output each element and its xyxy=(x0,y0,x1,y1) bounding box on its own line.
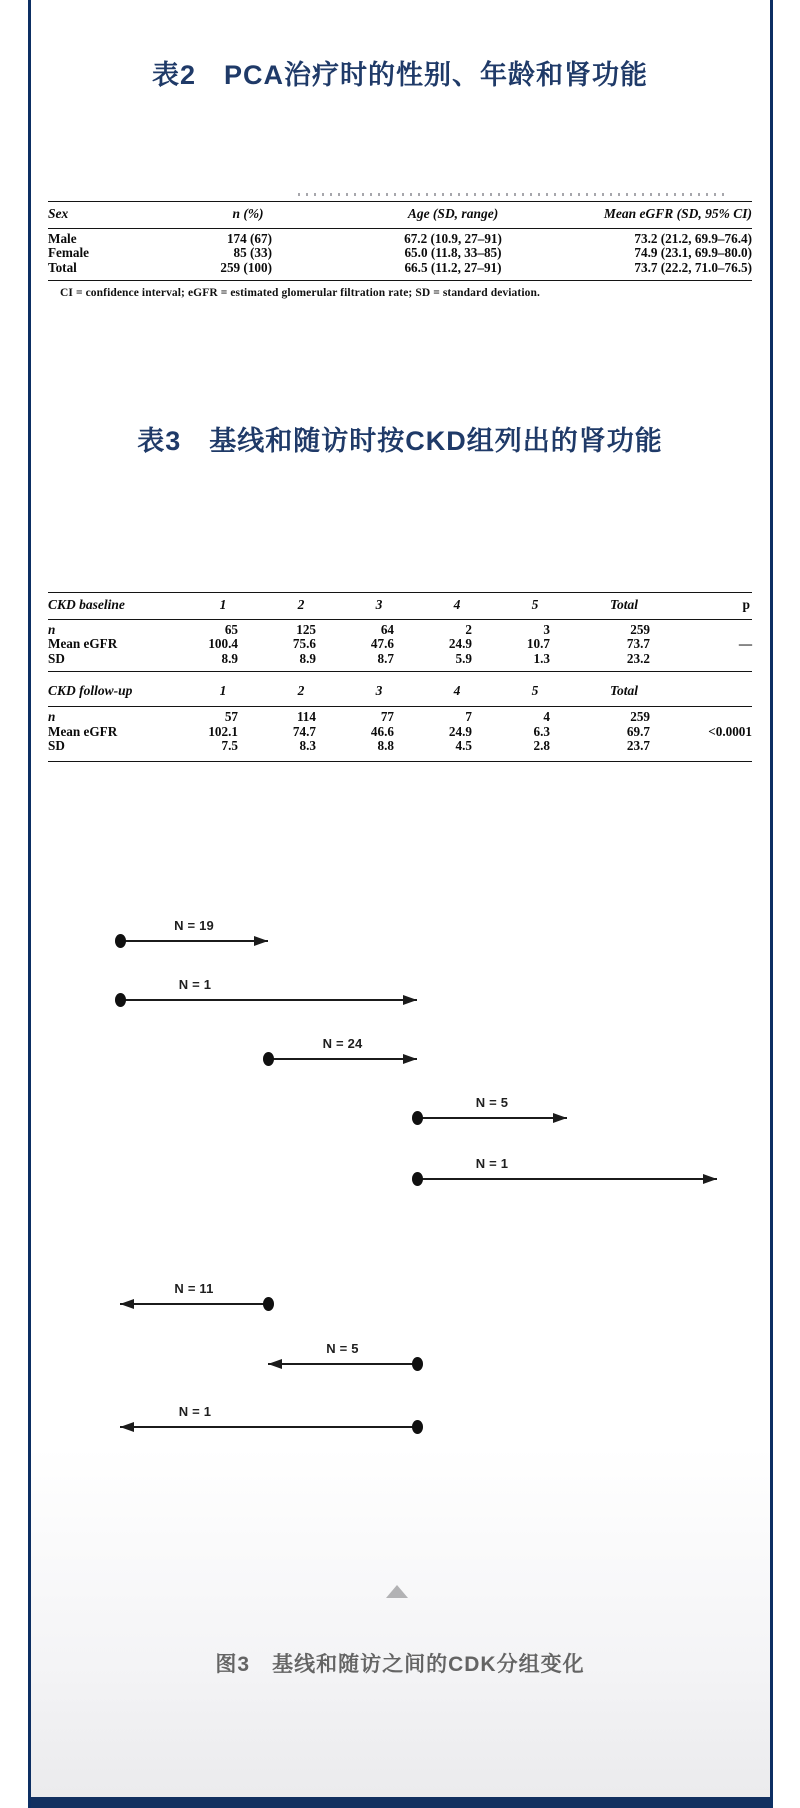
figure3-flow-diagram xyxy=(0,900,800,1460)
arrow-dot xyxy=(412,1357,423,1371)
table-cell: 1.3 xyxy=(533,650,550,666)
table-cell: 7 xyxy=(465,709,472,725)
table-row xyxy=(48,229,752,247)
table-cell: Mean eGFR xyxy=(48,723,118,739)
column-header: Age (SD, range) xyxy=(407,206,499,221)
table2-title: 表2 PCA治疗时的性别、年龄和肾功能 xyxy=(151,60,649,90)
table-cell: 73.7 xyxy=(626,636,650,652)
table-cell: 69.7 xyxy=(626,723,650,739)
arrow-line xyxy=(120,940,268,942)
table-cell: 259 (100) xyxy=(220,259,272,275)
table-cell: Total xyxy=(48,259,77,275)
table-cell xyxy=(674,620,752,638)
table-cell: Female xyxy=(48,245,90,261)
arrow-dot xyxy=(412,1172,423,1186)
arrow-line xyxy=(417,1117,567,1119)
table-row xyxy=(48,707,752,725)
table3-followup xyxy=(48,672,752,762)
column-header: 4 xyxy=(453,597,461,612)
table-cell: 24.9 xyxy=(448,636,472,652)
table-cell: 4.5 xyxy=(455,738,472,754)
table2-header xyxy=(48,202,752,229)
table-row xyxy=(48,261,752,281)
arrow-label: N = 5 xyxy=(475,1095,509,1110)
clipped-caption-remnant xyxy=(298,193,728,196)
table-cell: 24.9 xyxy=(448,723,472,739)
column-header: 5 xyxy=(531,683,539,699)
table-cell: 74.7 xyxy=(292,723,316,739)
table-cell: 8.9 xyxy=(221,650,238,666)
arrow-line xyxy=(417,1178,717,1180)
arrow-dot xyxy=(115,993,126,1007)
column-header: 3 xyxy=(375,597,383,612)
arrowhead-icon xyxy=(403,995,417,1005)
arrow-label: N = 11 xyxy=(174,1281,214,1296)
table-cell: 46.6 xyxy=(370,723,394,739)
arrowhead-icon xyxy=(120,1422,134,1432)
column-header: 1 xyxy=(219,683,227,699)
table3-baseline xyxy=(48,592,752,672)
table3-baseline-header xyxy=(48,593,752,620)
table-row xyxy=(48,652,752,672)
table-row xyxy=(48,620,752,638)
table-header-row xyxy=(48,672,752,707)
column-header: Total xyxy=(609,597,638,612)
table-cell: 3 xyxy=(543,622,550,637)
table-cell: 10.7 xyxy=(526,636,550,652)
column-header: 2 xyxy=(297,683,305,699)
table-row xyxy=(48,739,752,762)
table-row xyxy=(48,637,752,651)
table3-baseline-body xyxy=(48,620,752,672)
table-cell: Mean eGFR xyxy=(48,636,118,652)
table-cell: <0.0001 xyxy=(708,723,752,739)
table-cell: 75.6 xyxy=(292,636,316,652)
column-header: CKD follow-up xyxy=(48,683,133,699)
table-cell: 174 (67) xyxy=(226,231,272,246)
table-cell: n xyxy=(48,709,56,725)
table-cell: 77 xyxy=(380,709,394,725)
arrow-line xyxy=(268,1058,417,1060)
arrow-label: N = 5 xyxy=(326,1341,359,1356)
table-cell: 114 xyxy=(296,709,316,725)
table-cell: 66.5 (11.2, 27–91) xyxy=(404,259,502,275)
table-cell: 2 xyxy=(465,622,472,637)
column-header: Total xyxy=(609,683,638,699)
table-cell: 23.7 xyxy=(626,738,650,754)
arrow-label: N = 24 xyxy=(322,1036,363,1051)
table-cell: 102.1 xyxy=(208,723,238,739)
table-cell: 7.5 xyxy=(221,738,238,754)
footer-bar xyxy=(31,1797,770,1808)
arrowhead-icon xyxy=(120,1299,134,1309)
arrow-line xyxy=(120,1426,417,1428)
table-cell: 57 xyxy=(224,709,238,725)
figure3-caption: 图3 基线和随访之间的CDK分组变化 xyxy=(215,1653,585,1676)
scroll-to-top-icon[interactable] xyxy=(386,1585,408,1598)
arrow-line xyxy=(268,1363,417,1365)
column-header: Mean eGFR (SD, 95% CI) xyxy=(603,206,752,221)
table2-block xyxy=(48,193,752,299)
table-cell: 125 xyxy=(296,622,316,637)
table-cell xyxy=(674,652,752,672)
arrow-dot xyxy=(263,1297,274,1311)
table-cell xyxy=(674,739,752,762)
table-cell: 73.7 (22.2, 71.0–76.5) xyxy=(634,259,752,275)
table-cell: — xyxy=(738,636,752,652)
table-cell: 74.9 (23.1, 69.9–80.0) xyxy=(634,245,752,261)
table-cell: 259 xyxy=(630,622,650,637)
column-header: 2 xyxy=(297,597,305,612)
arrow-label: N = 1 xyxy=(178,977,212,992)
table-row xyxy=(48,725,752,739)
column-header: 5 xyxy=(531,597,539,612)
table2-footnote: CI = confidence interval; eGFR = estimated glomerular filtration rate; SD = standard deviation. xyxy=(60,287,540,300)
table-cell xyxy=(674,707,752,725)
table-header-row xyxy=(48,593,752,620)
table-cell: 6.3 xyxy=(533,723,550,739)
table-cell: 100.4 xyxy=(208,636,238,652)
arrowhead-icon xyxy=(703,1174,717,1184)
arrowhead-icon xyxy=(403,1054,417,1064)
arrow-dot xyxy=(263,1052,274,1066)
table-cell: 85 (33) xyxy=(233,245,272,261)
table3-block xyxy=(48,592,752,762)
table-cell: 47.6 xyxy=(370,636,394,652)
column-header: CKD baseline xyxy=(48,597,125,612)
table-cell: 23.2 xyxy=(626,650,650,666)
table-cell: SD xyxy=(48,738,65,754)
arrowhead-icon xyxy=(254,936,268,946)
arrow-dot xyxy=(412,1420,423,1434)
arrow-line xyxy=(120,999,417,1001)
table3-title: 表3 基线和随访时按CKD组列出的肾功能 xyxy=(137,426,663,456)
table-cell: 259 xyxy=(630,709,650,725)
table-cell: 4 xyxy=(543,709,550,725)
column-header: 3 xyxy=(375,683,383,699)
arrowhead-icon xyxy=(268,1359,282,1369)
column-header: p xyxy=(742,597,750,612)
column-header: Sex xyxy=(48,206,69,221)
arrow-label: N = 1 xyxy=(178,1404,212,1419)
table-cell: SD xyxy=(48,650,65,666)
table-cell: 65.0 (11.8, 33–85) xyxy=(404,245,502,261)
table-cell: Male xyxy=(48,231,77,246)
table-cell: 73.2 (21.2, 69.9–76.4) xyxy=(634,231,752,246)
arrow-dot xyxy=(412,1111,423,1125)
table-cell: 64 xyxy=(380,622,394,637)
column-header: 4 xyxy=(453,683,461,699)
table-cell: 65 xyxy=(224,622,238,637)
table3-followup-header xyxy=(48,672,752,707)
table-cell: 5.9 xyxy=(455,650,472,666)
table2 xyxy=(48,201,752,281)
table3-followup-body xyxy=(48,707,752,762)
arrowhead-icon xyxy=(553,1113,567,1123)
column-header: 1 xyxy=(219,597,227,612)
table-cell: 8.3 xyxy=(299,738,316,754)
table-header-row xyxy=(48,202,752,229)
arrow-line xyxy=(120,1303,268,1305)
table-cell: 67.2 (10.9, 27–91) xyxy=(404,231,502,246)
table-cell: n xyxy=(48,622,56,637)
column-header: n (%) xyxy=(232,206,264,221)
arrow-label: N = 1 xyxy=(475,1156,509,1171)
table-cell: 8.7 xyxy=(377,650,394,666)
column-header xyxy=(674,672,752,707)
table2-body xyxy=(48,229,752,281)
table-cell: 8.9 xyxy=(299,650,316,666)
table-row xyxy=(48,246,752,260)
arrow-label: N = 19 xyxy=(174,918,214,933)
table-cell: 2.8 xyxy=(533,738,550,754)
table-cell: 8.8 xyxy=(377,738,394,754)
arrow-dot xyxy=(115,934,126,948)
